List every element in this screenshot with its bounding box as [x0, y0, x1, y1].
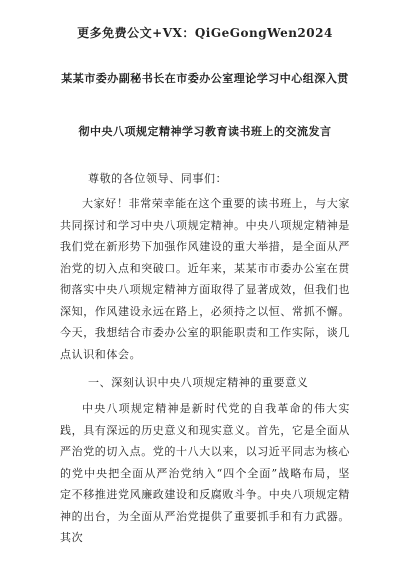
body-paragraph-1 — [60, 193, 350, 365]
promo-header: 更多免费公文+VX：QiGeGongWen2024 — [77, 26, 333, 40]
document-title-line-2: 彻中央八项规定精神学习教育读书班上的交流发言 — [78, 125, 332, 138]
paragraph-text: 大家好！非常荣幸能在这个重要的读书班上，与大家共同探讨和学习中央八项规定精神。中央八项规定精神是我们党在新形势下加强作风建设的重大举措，是全面从严治党的切入点和突破口。近年来，某某市市委办公室在贯彻落实中央八项规定精神方面取得了显著成效，但我们也深知，作风建设永远在路上，必须持之以恒、常抓不懈。今天，我想结合市委办公室的职能职责和工作实际，谈几点认识和体会。 — [60, 197, 350, 361]
salutation: 尊敬的各位领导、同事们： — [88, 172, 228, 185]
document-title-line-1: 某某市委办副秘书长在市委办公室理论学习中心组深入贯 — [61, 72, 349, 85]
body-paragraph-2 — [60, 398, 350, 549]
section-heading-1: 一、深刻认识中央八项规定精神的重要意义 — [88, 376, 309, 389]
paragraph-text: 中央八项规定精神是新时代党的自我革命的伟大实践，具有深远的历史意义和现实意义。首先，它是全面从严治党的切入点。党的十八大以来，以习近平同志为核心的党中央把全面从严治党纳入“四个全面”战略布局，坚定不移推进党风廉政建设和反腐败斗争。中央八项规定精神的出台，为全面从严治党提供了重要抓手和有力武器。其次 — [60, 402, 350, 544]
